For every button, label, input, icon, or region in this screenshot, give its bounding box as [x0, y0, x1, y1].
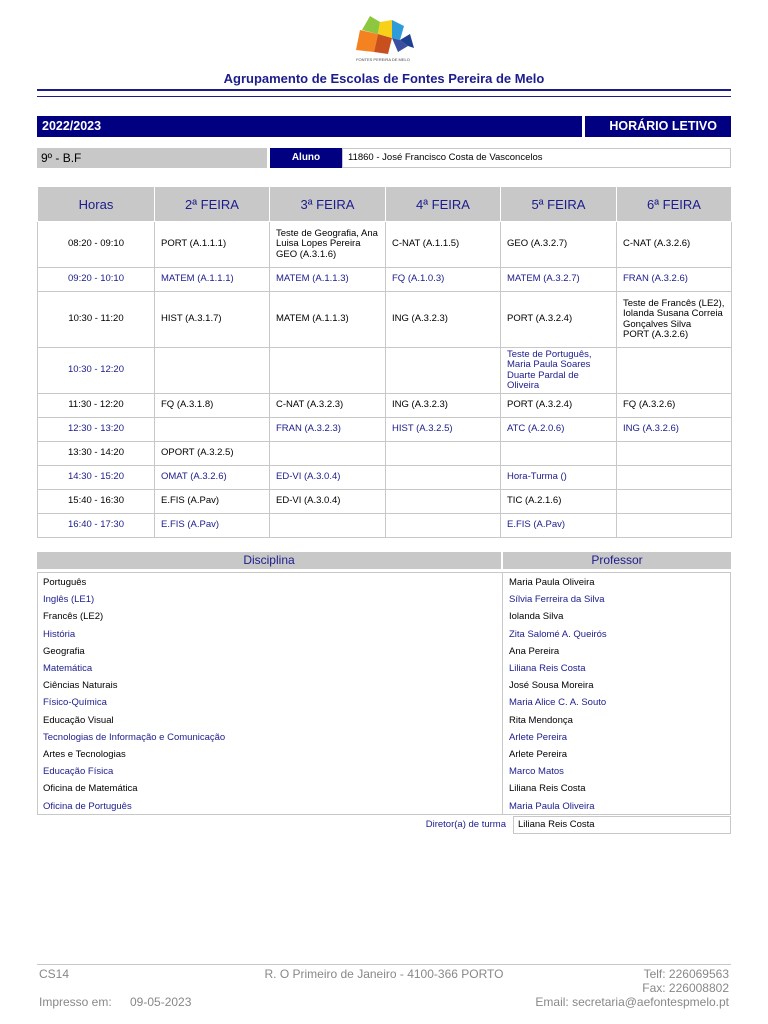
- schedule-cell: Teste de Francês (LE2), Iolanda Susana Correia Gonçalves Silva PORT (A.3.2.6): [617, 292, 732, 348]
- schedule-cell: E.FIS (A.Pav): [155, 490, 270, 514]
- schedule-cell: C-NAT (A.3.2.3): [270, 394, 386, 418]
- time-slot: 14:30 - 15:20: [38, 466, 155, 490]
- schedule-cell: PORT (A.3.2.4): [501, 394, 617, 418]
- footer-email: Email: secretaria@aefontespmelo.pt: [535, 995, 729, 1009]
- schedule-row: [38, 394, 732, 418]
- teacher-name: Arlete Pereira: [509, 731, 568, 743]
- schedule-cell: [270, 442, 386, 466]
- discipline-name: Oficina de Português: [43, 800, 132, 812]
- header-wednesday: 4ª FEIRA: [386, 187, 501, 222]
- schedule-cell: [386, 348, 501, 394]
- discipline-divider: [502, 572, 503, 815]
- discipline-name: Francês (LE2): [43, 611, 104, 623]
- footer-fax: Fax: 226008802: [642, 981, 729, 995]
- student-name: 11860 - José Francisco Costa de Vasconcelos: [342, 148, 731, 168]
- school-name: Agrupamento de Escolas de Fontes Pereira de Melo: [223, 71, 545, 86]
- schedule-row: [38, 222, 732, 268]
- time-slot: 15:40 - 16:30: [38, 490, 155, 514]
- header-tuesday: 3ª FEIRA: [270, 187, 386, 222]
- schedule-row: [38, 292, 732, 348]
- discipline-name: Ciências Naturais: [43, 680, 118, 692]
- teacher-name: Iolanda Silva: [509, 611, 564, 623]
- schedule-cell: TIC (A.2.1.6): [501, 490, 617, 514]
- footer-address: R. O Primeiro de Janeiro - 4100-366 PORTO: [264, 967, 504, 981]
- discipline-name: Oficina de Matemática: [43, 783, 138, 795]
- teacher-name: Liliana Reis Costa: [509, 663, 586, 674]
- teacher-name: Maria Paula Oliveira: [509, 800, 595, 812]
- schedule-row: [38, 466, 732, 490]
- schedule-cell: C-NAT (A.3.2.6): [617, 222, 732, 268]
- discipline-list: [37, 572, 731, 815]
- schedule-row: [38, 514, 732, 538]
- schedule-cell: [270, 514, 386, 538]
- schedule-cell: ING (A.3.2.6): [617, 418, 732, 442]
- schedule-cell: E.FIS (A.Pav): [501, 514, 617, 538]
- time-slot: 09:20 - 10:10: [38, 268, 155, 292]
- schedule-cell: [155, 348, 270, 394]
- logo-text: FONTES PEREIRA DE MELO: [356, 57, 410, 62]
- schedule-cell: FRAN (A.3.2.6): [617, 268, 732, 292]
- time-slot: 08:20 - 09:10: [38, 222, 155, 268]
- schedule-row: [38, 418, 732, 442]
- schedule-cell: FRAN (A.3.2.3): [270, 418, 386, 442]
- schedule-cell: PORT (A.3.2.4): [501, 292, 617, 348]
- schedule-row: [38, 268, 732, 292]
- discipline-name: Geografia: [43, 645, 85, 657]
- schedule-row: [38, 490, 732, 514]
- time-slot: 16:40 - 17:30: [38, 514, 155, 538]
- schedule-header-row: [38, 187, 732, 222]
- time-slot: 12:30 - 13:20: [38, 418, 155, 442]
- schedule-cell: C-NAT (A.1.1.5): [386, 222, 501, 268]
- footer-rule: [37, 964, 731, 965]
- schedule-cell: Teste de Português, Maria Paula Soares Duarte Pardal de Oliveira: [501, 348, 617, 394]
- discipline-name: Português: [43, 577, 87, 588]
- teacher-name: José Sousa Moreira: [509, 680, 594, 692]
- teacher-name: Arlete Pereira: [509, 749, 568, 760]
- schedule-cell: OPORT (A.3.2.5): [155, 442, 270, 466]
- footer-printed-date: 09-05-2023: [130, 995, 192, 1009]
- header-thursday: 5ª FEIRA: [501, 187, 617, 222]
- time-slot: 13:30 - 14:20: [38, 442, 155, 466]
- schedule-cell: FQ (A.3.1.8): [155, 394, 270, 418]
- discipline-header: Disciplina: [37, 552, 501, 569]
- schedule-cell: [617, 442, 732, 466]
- time-slot: 10:30 - 12:20: [38, 348, 155, 394]
- schedule-cell: [386, 466, 501, 490]
- schedule-row: [38, 442, 732, 466]
- schedule-cell: [386, 514, 501, 538]
- teacher-name: Zita Salomé A. Queirós: [509, 628, 607, 640]
- time-slot: 11:30 - 12:20: [38, 394, 155, 418]
- schedule-cell: FQ (A.1.0.3): [386, 268, 501, 292]
- footer-code: CS14: [39, 967, 70, 981]
- schedule-cell: FQ (A.3.2.6): [617, 394, 732, 418]
- class-director-label: Diretor(a) de turma: [425, 819, 506, 830]
- schedule-cell: [617, 490, 732, 514]
- header-hours: Horas: [38, 187, 155, 222]
- teacher-name: Ana Pereira: [509, 645, 560, 657]
- schedule-cell: HIST (A.3.1.7): [155, 292, 270, 348]
- schedule-cell: [155, 418, 270, 442]
- discipline-name: Matemática: [43, 663, 93, 674]
- teacher-header: Professor: [503, 552, 731, 569]
- schedule-cell: [617, 466, 732, 490]
- schedule-cell: [386, 442, 501, 466]
- schedule-cell: MATEM (A.1.1.3): [270, 292, 386, 348]
- schedule-cell: ATC (A.2.0.6): [501, 418, 617, 442]
- footer-printed-label: Impresso em:: [39, 995, 112, 1009]
- schedule-cell: ING (A.3.2.3): [386, 394, 501, 418]
- header-friday: 6ª FEIRA: [617, 187, 732, 222]
- schedule-cell: OMAT (A.3.2.6): [155, 466, 270, 490]
- schedule-cell: ING (A.3.2.3): [386, 292, 501, 348]
- school-logo: [348, 12, 418, 66]
- discipline-name: História: [43, 628, 76, 640]
- discipline-name: Educação Física: [43, 766, 114, 778]
- header-rule: [37, 89, 731, 91]
- school-year: 2022/2023: [37, 116, 582, 137]
- schedule-cell: GEO (A.3.2.7): [501, 222, 617, 268]
- schedule-cell: MATEM (A.1.1.1): [155, 268, 270, 292]
- schedule-type: HORÁRIO LETIVO: [585, 116, 731, 137]
- discipline-name: Físico-Química: [43, 697, 107, 709]
- schedule-cell: [386, 490, 501, 514]
- schedule-cell: [617, 514, 732, 538]
- schedule-cell: Hora-Turma (): [501, 466, 617, 490]
- time-slot: 10:30 - 11:20: [38, 292, 155, 348]
- schedule-cell: MATEM (A.3.2.7): [501, 268, 617, 292]
- schedule-cell: ED-VI (A.3.0.4): [270, 466, 386, 490]
- teacher-name: Rita Mendonça: [509, 714, 573, 726]
- schedule-cell: [270, 348, 386, 394]
- schedule-cell: [617, 348, 732, 394]
- student-label: Aluno: [270, 148, 342, 168]
- schedule-cell: Teste de Geografia, Ana Luisa Lopes Pereira GEO (A.3.1.6): [270, 222, 386, 268]
- teacher-name: Maria Alice C. A. Souto: [509, 697, 607, 709]
- header-monday: 2ª FEIRA: [155, 187, 270, 222]
- class-director-name: Liliana Reis Costa: [513, 816, 731, 834]
- discipline-name: Inglês (LE1): [43, 594, 95, 606]
- schedule-cell: [501, 442, 617, 466]
- discipline-name: Educação Visual: [43, 714, 114, 726]
- schedule-row: [38, 348, 732, 394]
- discipline-name: Tecnologias de Informação e Comunicação: [43, 731, 226, 743]
- teacher-name: Liliana Reis Costa: [509, 783, 586, 795]
- schedule-cell: E.FIS (A.Pav): [155, 514, 270, 538]
- schedule-cell: HIST (A.3.2.5): [386, 418, 501, 442]
- teacher-name: Sílvia Ferreira da Silva: [509, 594, 605, 606]
- schedule-cell: PORT (A.1.1.1): [155, 222, 270, 268]
- schedule-cell: ED-VI (A.3.0.4): [270, 490, 386, 514]
- header-rule-thin: [37, 96, 731, 97]
- footer-phone: Telf: 226069563: [643, 967, 729, 981]
- teacher-name: Marco Matos: [509, 766, 564, 778]
- teacher-name: Maria Paula Oliveira: [509, 577, 595, 588]
- schedule-table: [37, 186, 732, 538]
- class-name: 9º - B.F: [37, 148, 267, 168]
- discipline-name: Artes e Tecnologias: [43, 749, 126, 760]
- schedule-cell: MATEM (A.1.1.3): [270, 268, 386, 292]
